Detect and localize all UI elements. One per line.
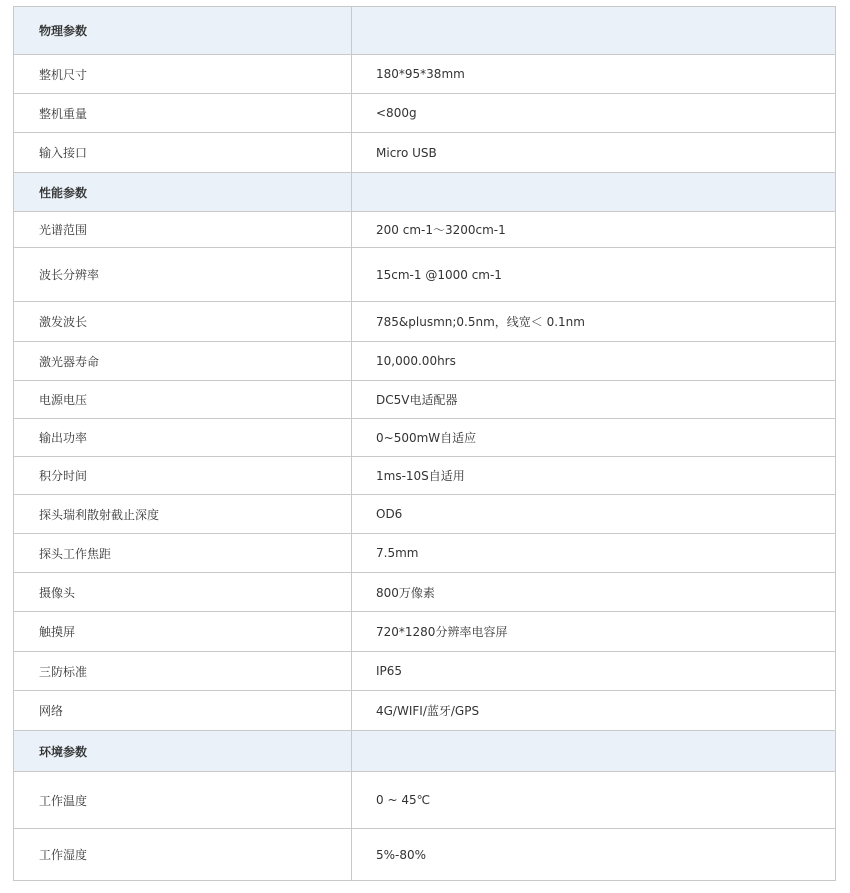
spec-value: OD6	[352, 495, 836, 534]
spec-value: 10,000.00hrs	[352, 342, 836, 381]
spec-label: 激发波长	[14, 302, 352, 342]
table-row	[14, 133, 836, 173]
spec-label: 探头瑞利散射截止深度	[14, 495, 352, 534]
spec-table	[13, 6, 836, 881]
table-row	[14, 248, 836, 302]
table-row	[14, 457, 836, 495]
table-row	[14, 829, 836, 881]
table-row	[14, 534, 836, 573]
spec-label: 触摸屏	[14, 612, 352, 652]
table-row	[14, 691, 836, 731]
spec-label: 整机重量	[14, 94, 352, 133]
section-title: 物理参数	[14, 7, 352, 55]
spec-value: IP65	[352, 652, 836, 691]
spec-label: 输入接口	[14, 133, 352, 173]
spec-label: 整机尺寸	[14, 55, 352, 94]
spec-label: 电源电压	[14, 381, 352, 419]
spec-label: 光谱范围	[14, 212, 352, 248]
spec-value: 7.5mm	[352, 534, 836, 573]
spec-value: DC5V电适配器	[352, 381, 836, 419]
section-value	[352, 7, 836, 55]
spec-value: 800万像素	[352, 573, 836, 612]
spec-value: 785&plusmn;0.5nm，线宽＜ 0.1nm	[352, 302, 836, 342]
table-row	[14, 419, 836, 457]
section-value	[352, 173, 836, 212]
spec-label: 积分时间	[14, 457, 352, 495]
spec-label: 激光器寿命	[14, 342, 352, 381]
table-row	[14, 573, 836, 612]
spec-value: 200 cm-1～3200cm-1	[352, 212, 836, 248]
spec-value: 180*95*38mm	[352, 55, 836, 94]
table-row	[14, 342, 836, 381]
spec-value: 4G/WIFI/蓝牙/GPS	[352, 691, 836, 731]
table-row	[14, 55, 836, 94]
spec-label: 工作湿度	[14, 829, 352, 881]
spec-value: 720*1280分辨率电容屏	[352, 612, 836, 652]
spec-value: 1ms-10S自适用	[352, 457, 836, 495]
spec-label: 探头工作焦距	[14, 534, 352, 573]
spec-label: 摄像头	[14, 573, 352, 612]
spec-value: 5%-80%	[352, 829, 836, 881]
section-title: 性能参数	[14, 173, 352, 212]
table-row	[14, 302, 836, 342]
table-row	[14, 495, 836, 534]
table-row	[14, 612, 836, 652]
spec-label: 三防标准	[14, 652, 352, 691]
spec-label: 网络	[14, 691, 352, 731]
spec-value: 0 ~ 45℃	[352, 772, 836, 829]
section-row-performance	[14, 173, 836, 212]
spec-value: <800g	[352, 94, 836, 133]
section-row-environment	[14, 731, 836, 772]
spec-label: 输出功率	[14, 419, 352, 457]
spec-value: 15cm-1 @1000 cm-1	[352, 248, 836, 302]
section-row-physical	[14, 7, 836, 55]
table-row	[14, 94, 836, 133]
spec-label: 波长分辨率	[14, 248, 352, 302]
table-row	[14, 772, 836, 829]
spec-label: 工作温度	[14, 772, 352, 829]
section-value	[352, 731, 836, 772]
section-title: 环境参数	[14, 731, 352, 772]
table-row	[14, 212, 836, 248]
spec-value: 0~500mW自适应	[352, 419, 836, 457]
table-row	[14, 652, 836, 691]
table-row	[14, 381, 836, 419]
spec-value: Micro USB	[352, 133, 836, 173]
